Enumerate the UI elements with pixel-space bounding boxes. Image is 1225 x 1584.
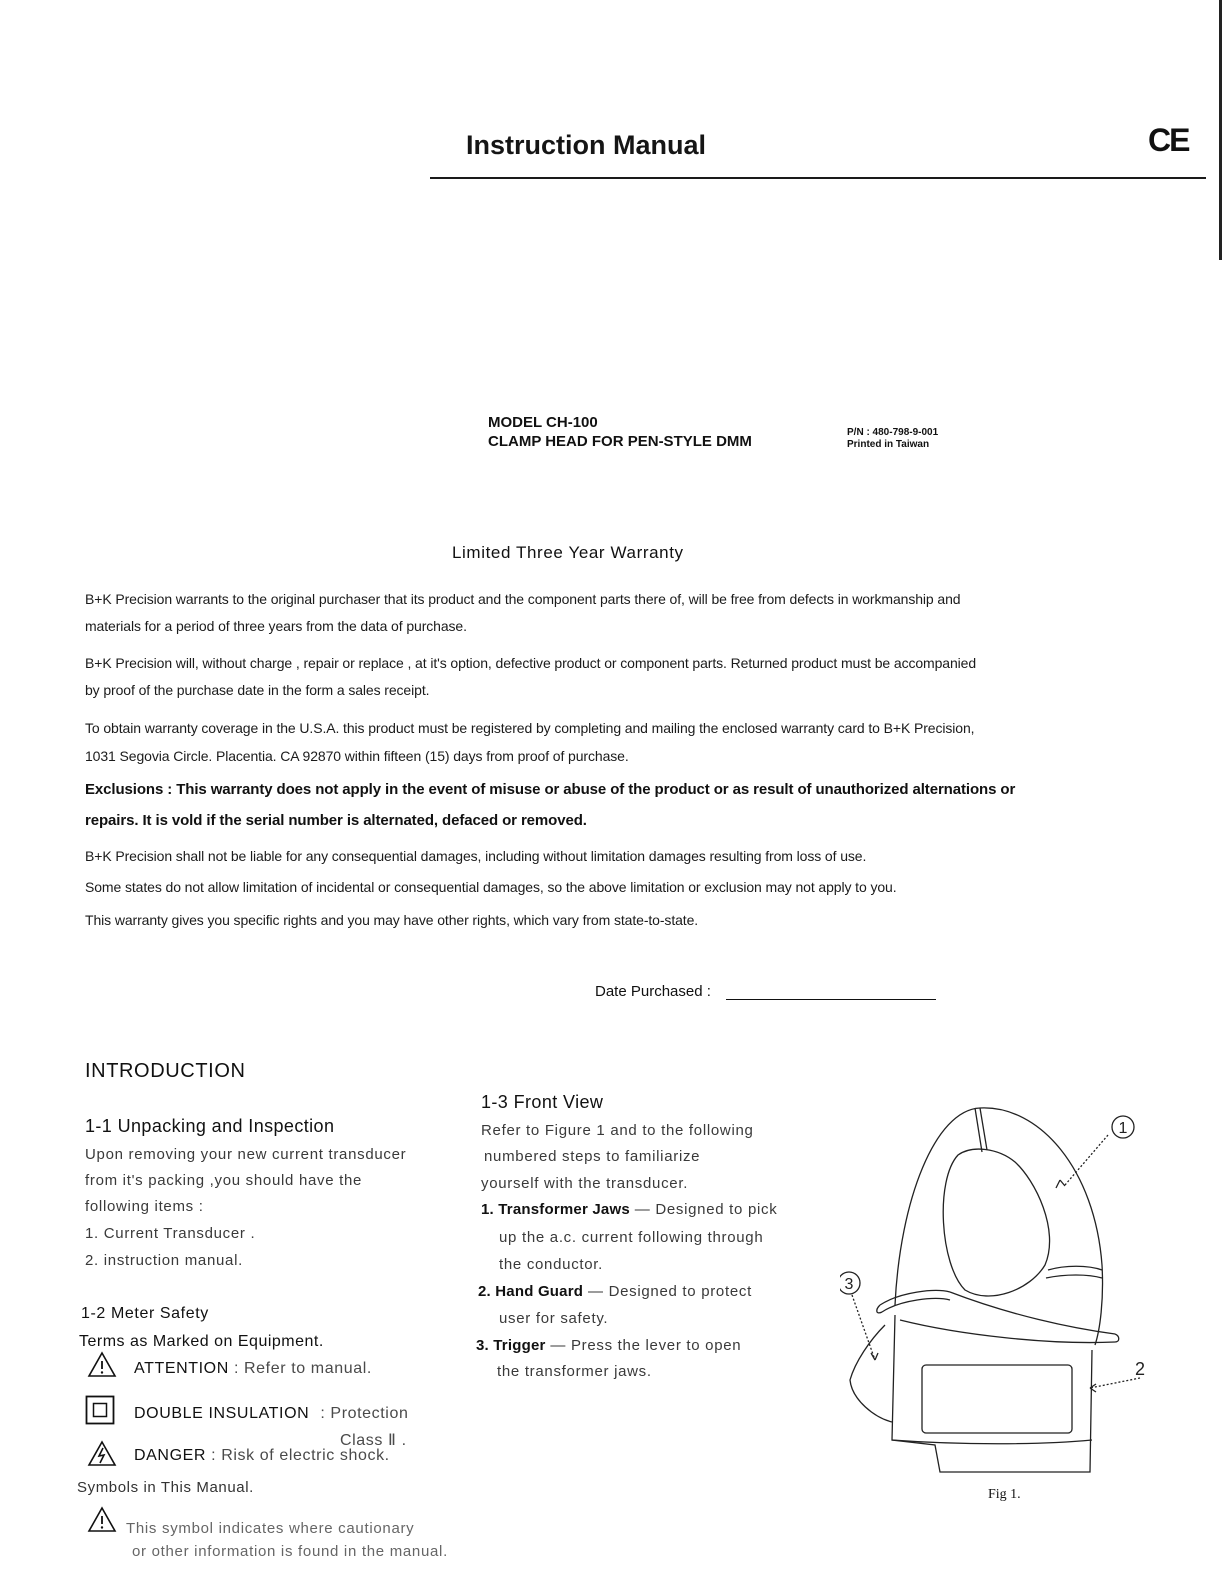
part-number: P/N : 480-798-9-001 [847, 427, 939, 438]
symbol-note: or other information is found in the manual. [132, 1543, 448, 1560]
date-purchased-field[interactable] [726, 999, 936, 1000]
item-3-head: 3. Trigger [476, 1337, 546, 1354]
body-line: Upon removing your new current transducer [85, 1146, 407, 1163]
warning-triangle-icon [87, 1506, 117, 1533]
page-title: Instruction Manual [466, 130, 707, 160]
warranty-line: B+K Precision shall not be liable for any consequential damages, including without limitation damages resulting from loss of use. [85, 848, 867, 864]
warning-triangle-icon [87, 1351, 117, 1378]
front-view-item-3 [476, 1337, 741, 1354]
section-1-1-title: 1-1 Unpacking and Inspection [85, 1116, 335, 1136]
warranty-title: Limited Three Year Warranty [452, 543, 684, 562]
clamp-figure [840, 1100, 1150, 1485]
warranty-line: 1031 Segovia Circle. Placentia. CA 92870 within fifteen (15) days from proof of purchase. [85, 748, 629, 764]
double-insulation-icon [85, 1395, 115, 1425]
section-1-2-title: 1-2 Meter Safety [81, 1305, 209, 1322]
attention-term [134, 1360, 372, 1378]
warranty-line: This warranty gives you specific rights and you may have other rights, which vary from state-to-state. [85, 912, 699, 928]
list-item: 2. instruction manual. [85, 1252, 243, 1269]
list-item: 1. Current Transducer . [85, 1225, 256, 1242]
callout-2: 2 [1134, 1359, 1146, 1379]
model-number: MODEL CH-100 [488, 414, 598, 431]
warranty-line: To obtain warranty coverage in the U.S.A. this product must be registered by completing and mailing the enclosed warranty card to B+K Precision, [85, 720, 975, 736]
item-2-head: 2. Hand Guard [478, 1283, 584, 1300]
figure-caption: Fig 1. [988, 1487, 1021, 1502]
body-line: numbered steps to familiarize [484, 1148, 701, 1165]
item-2-text: — Designed to protect [588, 1283, 752, 1300]
warranty-exclusions: Exclusions : This warranty does not apply in the event of misuse or abuse of the product or as result of unauthorized alternations or [85, 781, 1016, 798]
warranty-line: B+K Precision warrants to the original purchaser that its product and the component parts there of, will be free from defects in workmanship and [85, 591, 961, 607]
warranty-line: Some states do not allow limitation of incidental or consequential damages, so the above limitation or exclusion may not apply to you. [85, 879, 897, 895]
warranty-line: materials for a period of three years from the data of purchase. [85, 618, 467, 634]
attention-description: : Refer to manual. [233, 1360, 372, 1377]
part-number-block [847, 427, 938, 451]
symbol-note: This symbol indicates where cautionary [126, 1520, 415, 1537]
item-1-head: 1. Transformer Jaws [481, 1201, 630, 1218]
body-line: the transformer jaws. [497, 1363, 652, 1380]
model-description: CLAMP HEAD FOR PEN-STYLE DMM [488, 433, 752, 450]
body-line: the conductor. [499, 1256, 604, 1273]
warranty-exclusions: repairs. It is vold if the serial number is alternated, defaced or removed. [85, 812, 587, 829]
body-line: user for safety. [499, 1310, 609, 1327]
body-line: up the a.c. current following through [499, 1229, 764, 1246]
front-view-item-1 [481, 1201, 777, 1218]
callout-1: 1 [1118, 1120, 1128, 1137]
danger-description: : Risk of electric shock. [211, 1447, 390, 1464]
introduction-heading: INTRODUCTION [85, 1060, 246, 1082]
symbols-in-manual-title: Symbols in This Manual. [77, 1479, 254, 1496]
ce-mark-logo: CE [1148, 122, 1189, 158]
page-edge-line [1219, 0, 1222, 260]
electric-shock-icon [87, 1440, 117, 1467]
section-1-3-title: 1-3 Front View [481, 1092, 604, 1112]
body-line: following items : [85, 1198, 204, 1215]
double-insulation-label: DOUBLE INSULATION [134, 1405, 310, 1422]
attention-label: ATTENTION [134, 1360, 229, 1377]
model-block [488, 413, 752, 451]
protection-class: Class Ⅱ . [340, 1432, 407, 1449]
danger-term [134, 1447, 390, 1465]
warranty-line: by proof of the purchase date in the form a sales receipt. [85, 682, 430, 698]
body-line: from it's packing ,you should have the [85, 1172, 363, 1189]
callout-3: 3 [844, 1276, 854, 1293]
double-insulation-description: : Protection [320, 1405, 409, 1422]
front-view-item-2 [478, 1283, 752, 1300]
title-rule [430, 177, 1206, 179]
date-purchased-label: Date Purchased : [595, 983, 711, 1000]
double-insulation-term [134, 1405, 408, 1423]
printed-in: Printed in Taiwan [847, 439, 930, 450]
body-line: Refer to Figure 1 and to the following [481, 1122, 754, 1139]
warranty-line: B+K Precision will, without charge , repair or replace , at it's option, defective product or component parts. Returned product must be accompanied [85, 655, 977, 671]
danger-label: DANGER [134, 1447, 207, 1464]
section-1-2-subtitle: Terms as Marked on Equipment. [79, 1333, 324, 1350]
item-3-text: — Press the lever to open [550, 1337, 742, 1354]
body-line: yourself with the transducer. [481, 1175, 689, 1192]
item-1-text: — Designed to pick [634, 1201, 778, 1218]
